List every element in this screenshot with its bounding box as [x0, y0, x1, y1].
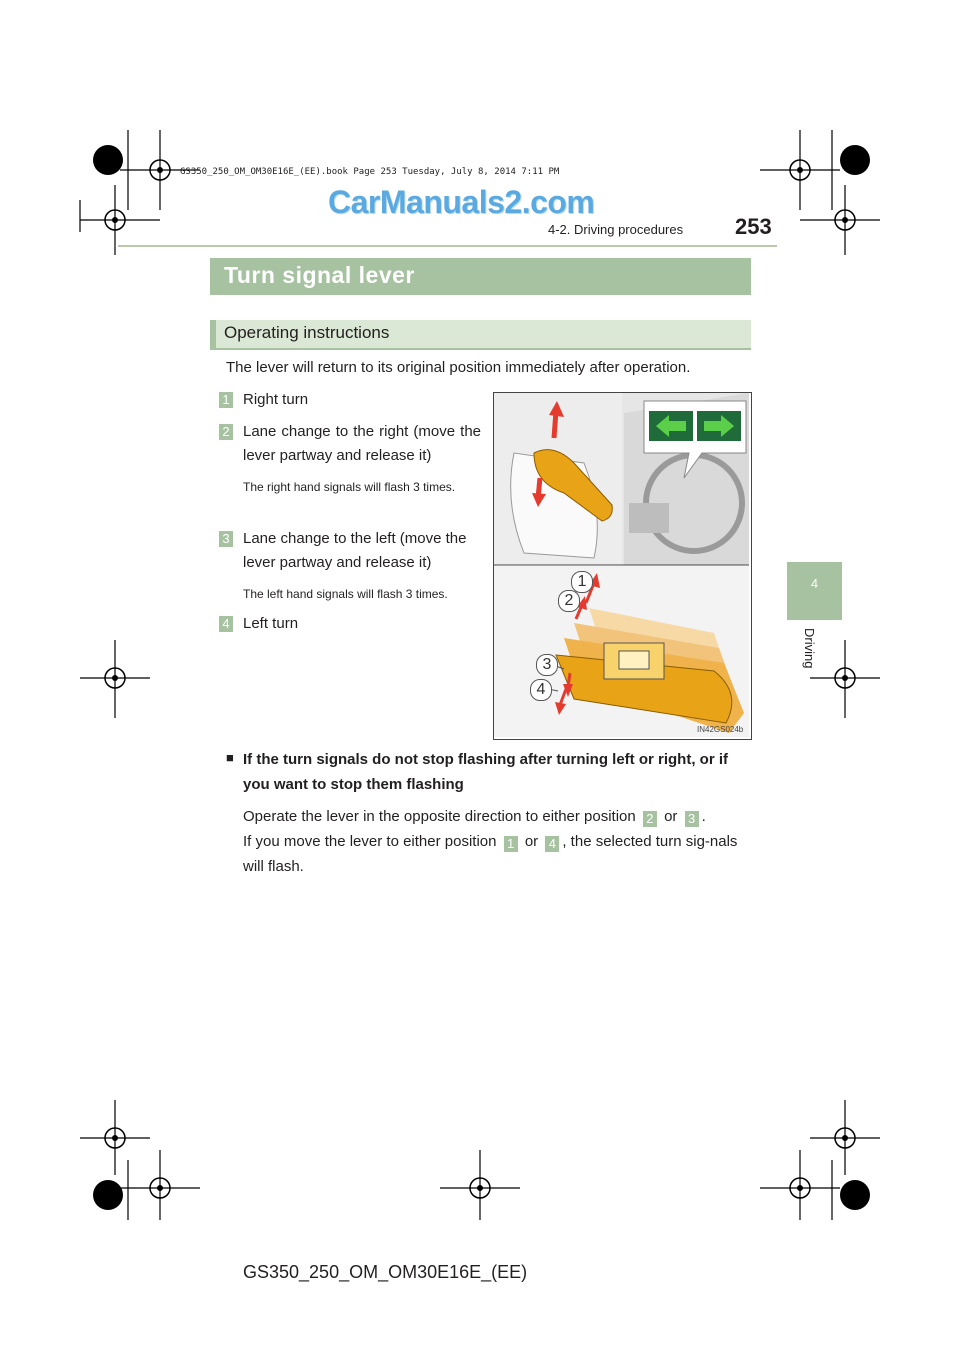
subtitle-accent [210, 320, 216, 350]
section-reference: 4-2. Driving procedures [548, 222, 684, 237]
page-title: Turn signal lever [224, 262, 415, 288]
note-line1-text-a: Operate the lever in the opposite direction to either position [243, 808, 636, 825]
item-text-3: Lane change to the left (move the lever partway and release it) [243, 530, 467, 571]
item-text-2: Lane change to the right (move the lever partway and release it) [243, 423, 481, 464]
item-note-2: The right hand signals will flash 3 times. [243, 480, 456, 494]
figure-code: IN42GS024b [697, 725, 744, 734]
chapter-number: 4 [810, 576, 819, 591]
figure-callout-3: 3 [536, 654, 558, 676]
print-header: GS350_250_OM_OM30E16E_(EE).book Page 253 Tuesday, July 8, 2014 7:11 PM [180, 167, 560, 177]
item-badge-2: 2 [219, 424, 233, 440]
item-badge-4: 4 [219, 616, 233, 632]
note-line2-text-c: , the selected turn sig-nals will flash. [243, 833, 738, 875]
note-badge-2: 2 [643, 811, 657, 827]
figure-callout-2: 2 [558, 590, 580, 612]
note-title: If the turn signals do not stop flashing after turning left or right, or if you want to stop them flashing [243, 751, 728, 793]
figure-callout-4: 4 [530, 679, 552, 701]
note-line2-text-b: or [524, 833, 539, 850]
chapter-tab [787, 562, 842, 620]
square-bullet-icon: ■ [226, 750, 234, 765]
item-badge-3: 3 [219, 531, 233, 547]
note-line-2 [243, 829, 748, 879]
chapter-label: Driving [802, 628, 817, 669]
footer-code: GS350_250_OM_OM30E16E_(EE) [243, 1262, 528, 1282]
item-note-3: The left hand signals will flash 3 times. [243, 587, 448, 601]
figure-callout-1: 1 [571, 571, 593, 593]
header-divider [118, 245, 777, 247]
note-badge-4: 4 [545, 836, 559, 852]
note-line-1 [243, 804, 748, 829]
item-text-1: Right turn [243, 391, 309, 408]
item-text-4: Left turn [243, 615, 299, 632]
note-line2-text-a: If you move the lever to either position [243, 833, 497, 850]
watermark-text: CarManuals2.com [328, 184, 595, 220]
page-number: 253 [735, 214, 772, 239]
item-badge-1: 1 [219, 392, 233, 408]
intro-text: The lever will return to its original position immediately after operation. [226, 359, 691, 376]
note-badge-3: 3 [685, 811, 699, 827]
note-line1-text-b: or [664, 808, 678, 825]
note-body [243, 804, 748, 879]
note-badge-1: 1 [504, 836, 518, 852]
subtitle: Operating instructions [224, 323, 390, 342]
note-line1-text-c: . [701, 808, 706, 825]
